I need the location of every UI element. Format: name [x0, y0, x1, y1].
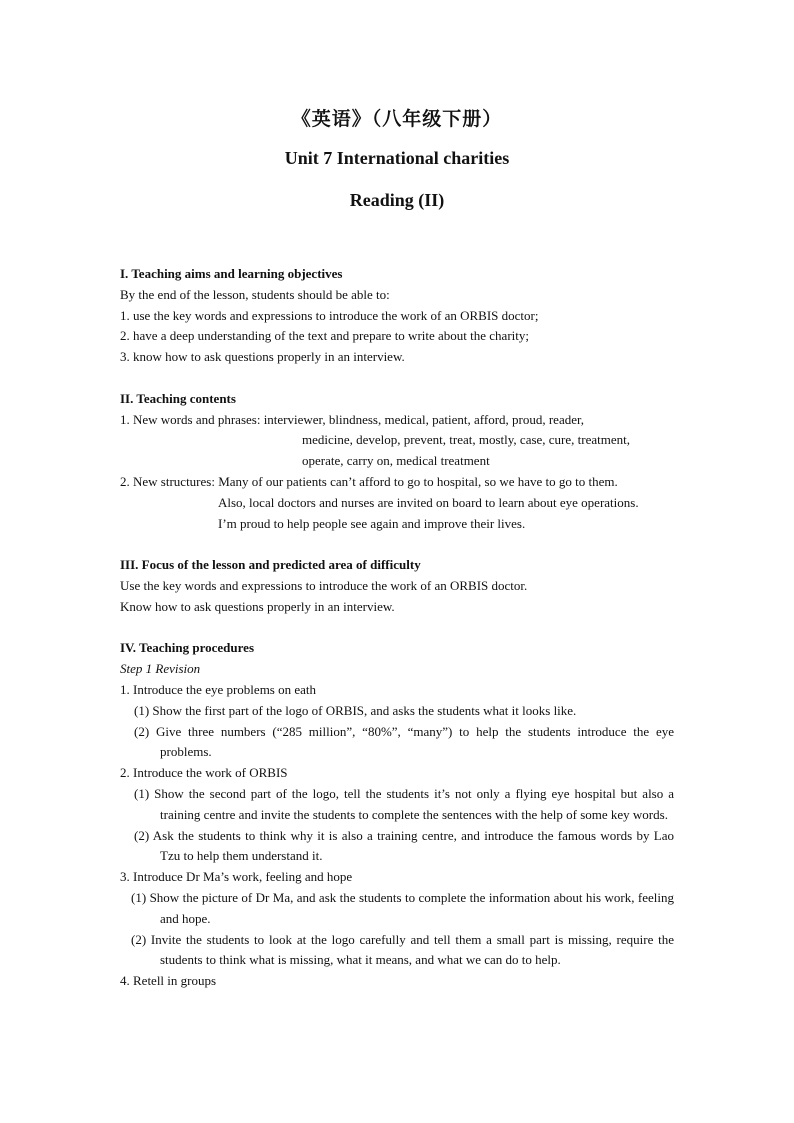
section-2-heading: II. Teaching contents: [120, 390, 236, 406]
procedure-subitem: (1) Show the first part of the logo of ORBIS, and asks the students what it looks like.: [134, 702, 577, 718]
section-1-item: 1. use the key words and expressions to introduce the work of an ORBIS doctor;: [120, 307, 539, 323]
section-4-heading: IV. Teaching procedures: [120, 640, 255, 656]
section-1-item: 2. have a deep understanding of the text and prepare to write about the charity;: [120, 328, 529, 344]
lesson-title: Reading (II): [349, 190, 445, 210]
step-1-label: Step 1 Revision: [120, 661, 201, 677]
new-structures-line: 2. New structures: Many of our patients can’t afford to go to hospital, so we have to go to them.: [120, 473, 618, 489]
new-words-line: 1. New words and phrases: interviewer, blindness, medical, patient, afford, proud, reader,: [120, 411, 585, 427]
section-3-item: Use the key words and expressions to introduce the work of an ORBIS doctor.: [120, 577, 528, 593]
document-body: [120, 264, 674, 992]
new-structures-continued: Also, local doctors and nurses are invited on board to learn about eye operations.: [218, 494, 639, 510]
procedure-subitem: (2) Ask the students to think why it is also a training centre, and introduce the famous words by Lao Tzu to help them understand it.: [134, 827, 674, 864]
procedure-item: 3. Introduce Dr Ma’s work, feeling and hope: [120, 869, 353, 885]
section-1-intro: By the end of the lesson, students should be able to:: [120, 286, 390, 302]
section-3-item: Know how to ask questions properly in an interview.: [120, 598, 395, 614]
unit-title: Unit 7 International charities: [284, 148, 510, 168]
book-title: 《英语》（八年级下册）: [291, 108, 503, 130]
procedure-item: 1. Introduce the eye problems on eath: [120, 681, 317, 697]
procedure-item: 2. Introduce the work of ORBIS: [120, 765, 288, 781]
procedure-subitem: (1) Show the second part of the logo, tell the students it’s not only a flying eye hospital but also a training centre and invite the students to complete the sentences with the help of some key words.: [134, 785, 674, 822]
section-1-heading: I. Teaching aims and learning objectives: [120, 266, 343, 281]
section-3-heading: III. Focus of the lesson and predicted area of difficulty: [120, 557, 421, 573]
new-words-continued: medicine, develop, prevent, treat, mostly, case, cure, treatment,: [302, 432, 630, 448]
procedure-subitem: (1) Show the picture of Dr Ma, and ask the students to complete the information about his work, feeling and hope.: [131, 889, 674, 926]
new-structures-continued: I’m proud to help people see again and improve their lives.: [218, 515, 526, 531]
new-words-continued: operate, carry on, medical treatment: [302, 453, 490, 469]
section-1-item: 3. know how to ask questions properly in an interview.: [120, 349, 405, 365]
procedure-subitem: (2) Invite the students to look at the logo carefully and tell them a small part is missing, require the students to think what is missing, what it means, and what we can do to help.: [131, 931, 674, 968]
procedure-item: 4. Retell in groups: [120, 973, 217, 989]
procedure-subitem: (2) Give three numbers (“285 million”, “80%”, “many”) to help the students introduce the eye problems.: [134, 723, 674, 760]
